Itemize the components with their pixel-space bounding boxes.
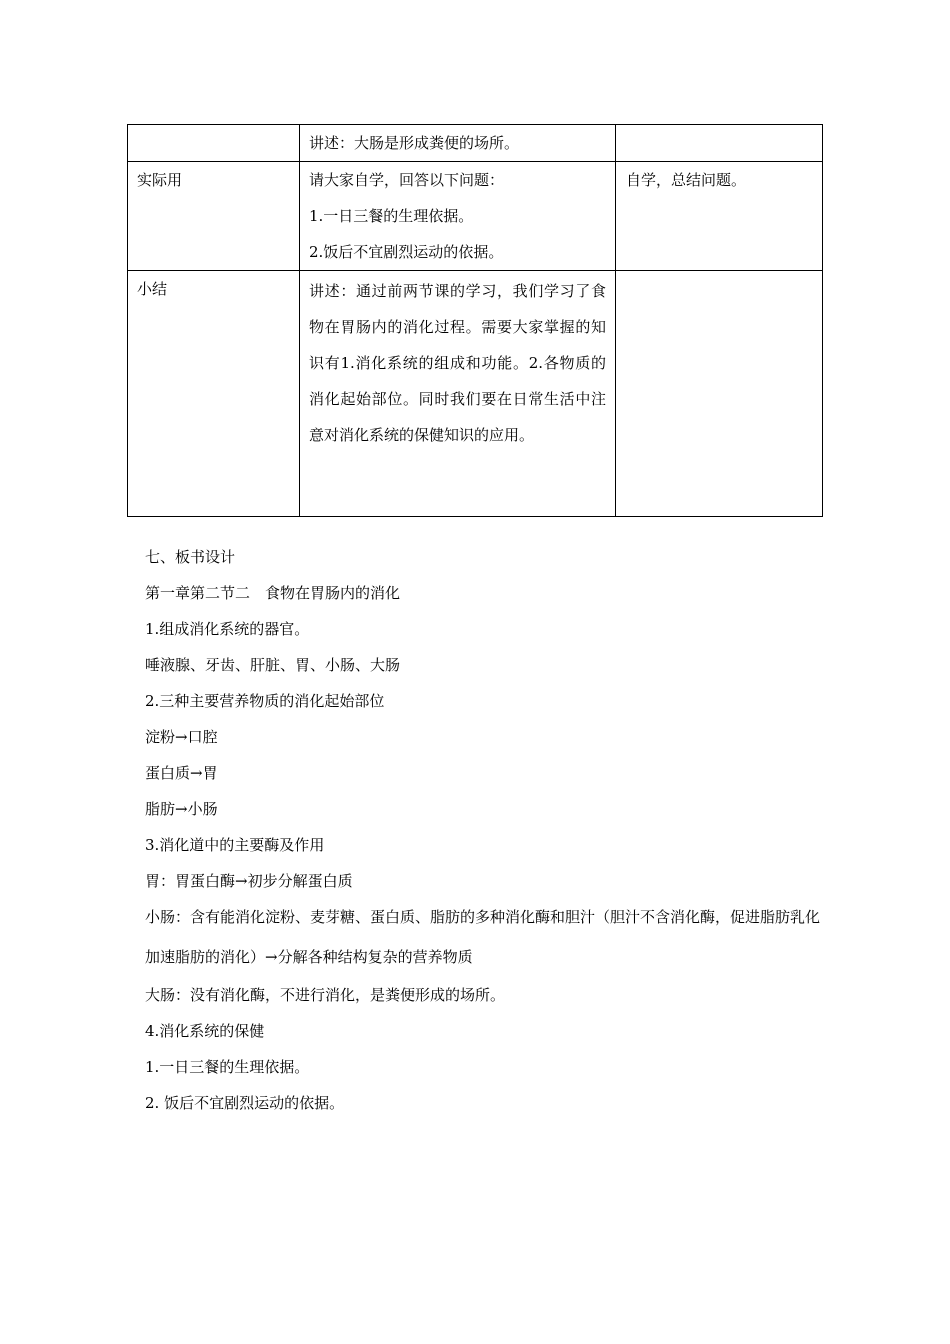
section-1-title: 1.组成消化系统的器官。 bbox=[145, 620, 310, 638]
cell-text: 讲述：大肠是形成粪便的场所。 bbox=[309, 134, 520, 152]
cell-text: 2.饭后不宜剧烈运动的依据。 bbox=[309, 243, 504, 261]
table-row bbox=[128, 125, 823, 162]
section-4-title: 4.消化系统的保健 bbox=[145, 1022, 265, 1040]
section-3-small-intestine: 小肠：含有能消化淀粉、麦芽糖、蛋白质、脂肪的多种消化酶和胆汁（胆汁不含消化酶，促进脂肪乳化加速脂肪的消化）→分解各种结构复杂的营养物质 bbox=[145, 908, 821, 966]
section-3-large-intestine: 大肠：没有消化酶，不进行消化，是粪便形成的场所。 bbox=[145, 986, 506, 1004]
table-cell bbox=[128, 162, 300, 271]
table-cell bbox=[300, 271, 616, 517]
section-3-title: 3.消化道中的主要酶及作用 bbox=[145, 836, 325, 854]
cell-text: 1.一日三餐的生理依据。 bbox=[309, 207, 474, 225]
table-cell bbox=[300, 125, 616, 162]
cell-text: 自学，总结问题。 bbox=[626, 171, 747, 189]
section-1-body: 唾液腺、牙齿、肝脏、胃、小肠、大肠 bbox=[145, 656, 401, 674]
section-2-starch: 淀粉→口腔 bbox=[145, 728, 218, 746]
row-label: 实际用 bbox=[137, 171, 183, 189]
section-2-title: 2.三种主要营养物质的消化起始部位 bbox=[145, 692, 385, 710]
table-cell bbox=[616, 125, 823, 162]
section-3-stomach: 胃：胃蛋白酶→初步分解蛋白质 bbox=[145, 872, 353, 890]
table-cell bbox=[128, 271, 300, 517]
cell-text: 请大家自学，回答以下问题： bbox=[309, 171, 505, 189]
chapter-title: 第一章第二节二 食物在胃肠内的消化 bbox=[145, 584, 401, 602]
table-cell bbox=[616, 162, 823, 271]
lesson-table bbox=[127, 124, 823, 517]
table-cell bbox=[128, 125, 300, 162]
summary-text: 讲述：通过前两节课的学习，我们学习了食物在胃肠内的消化过程。需要大家掌握的知识有1.消化系统的组成和功能。2.各物质的消化起始部位。同时我们要在日常生活中注意对消化系统的保健知识的应用。 bbox=[309, 282, 606, 444]
board-design bbox=[145, 539, 825, 1121]
section-2-fat: 脂肪→小肠 bbox=[145, 800, 218, 818]
section-heading: 七、板书设计 bbox=[145, 548, 236, 566]
table-cell bbox=[300, 162, 616, 271]
table-row bbox=[128, 271, 823, 517]
section-4-item-2: 2. 饭后不宜剧烈运动的依据。 bbox=[145, 1094, 345, 1112]
section-2-protein: 蛋白质→胃 bbox=[145, 764, 218, 782]
section-4-item-1: 1.一日三餐的生理依据。 bbox=[145, 1058, 310, 1076]
row-label: 小结 bbox=[137, 280, 168, 298]
table-row bbox=[128, 162, 823, 271]
table-cell bbox=[616, 271, 823, 517]
